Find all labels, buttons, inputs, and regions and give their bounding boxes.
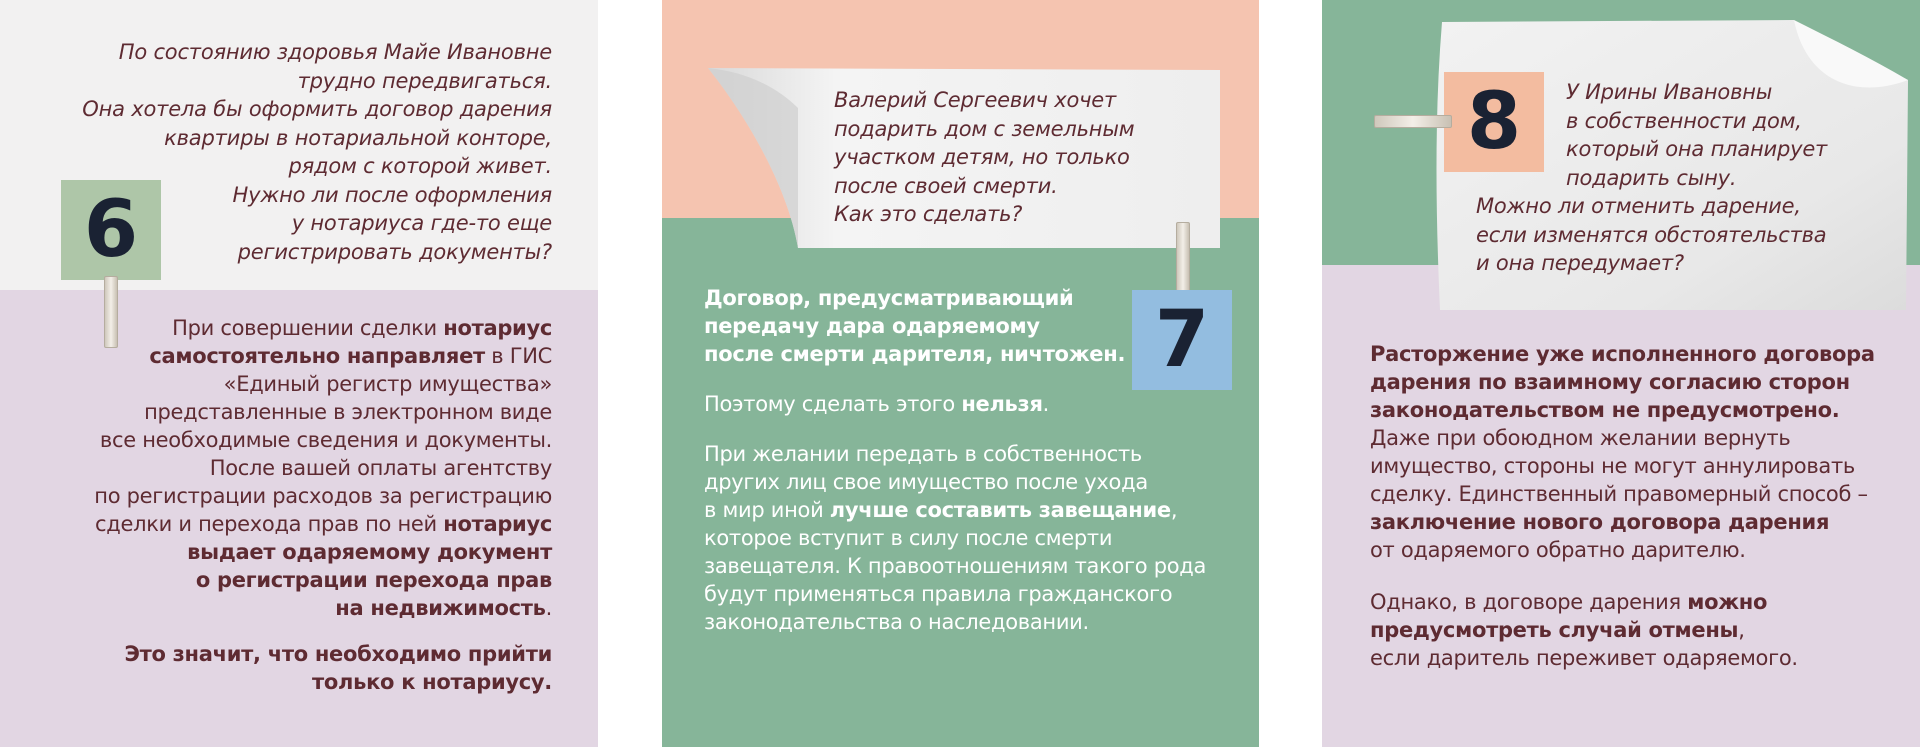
- answer-text: самостоятельно направляет: [149, 344, 485, 368]
- number-card-6: [61, 180, 161, 280]
- panel-8-question-bottom: [1476, 192, 1826, 278]
- answer-text: только к нотариусу.: [312, 670, 552, 694]
- answer-text: дарения по взаимному согласию сторон: [1370, 370, 1850, 394]
- question-line: подарить дом с земельным: [834, 116, 1135, 141]
- question-line: и она передумает?: [1476, 251, 1684, 275]
- answer-text: на недвижимость: [335, 596, 546, 620]
- answer-text: завещателя. К правоотношениям такого рода: [704, 554, 1207, 578]
- question-line: Как это сделать?: [834, 202, 1023, 226]
- answer-text: законодательства о наследовании.: [704, 610, 1089, 634]
- answer-text: лучше составить завещание: [829, 498, 1171, 522]
- question-line: трудно передвигаться.: [297, 68, 552, 93]
- answer-text: .: [1042, 392, 1050, 416]
- panel-8: [1322, 0, 1920, 747]
- answer-text: передачу дара одаряемому: [704, 314, 1040, 338]
- answer-text: о регистрации перехода прав: [195, 568, 552, 592]
- answer-text: после смерти дарителя, ничтожен.: [704, 342, 1126, 366]
- question-line: Валерий Сергеевич хочет: [834, 88, 1117, 112]
- clothespin-icon: [1374, 115, 1452, 128]
- question-line: в собственности дом,: [1566, 108, 1802, 133]
- answer-text: если даритель переживет одаряемого.: [1370, 646, 1798, 670]
- question-line: регистрировать документы?: [237, 239, 552, 264]
- question-line: квартиры в нотариальной конторе,: [164, 125, 552, 150]
- answer-text: будут применяться правила гражданского: [704, 582, 1173, 606]
- question-line: По состоянию здоровья Майе Ивановне: [118, 40, 552, 64]
- answer-text: законодательством не предусмотрено.: [1370, 398, 1840, 422]
- answer-text: нельзя: [961, 392, 1043, 416]
- answer-text: сделку. Единственный правомерный способ –: [1370, 482, 1868, 506]
- answer-text: Договор, предусматривающий: [704, 286, 1074, 310]
- answer-text: других лиц свое имущество после ухода: [704, 470, 1148, 494]
- panel-6: [0, 0, 598, 747]
- answer-text: Поэтому сделать этого: [704, 392, 962, 416]
- answer-text: предусмотреть случай отмены: [1370, 618, 1739, 642]
- question-line: после своей смерти.: [834, 173, 1058, 198]
- answer-text: в ГИС: [484, 344, 552, 368]
- answer-text: Однако, в договоре дарения: [1370, 590, 1688, 614]
- question-line: который она планирует: [1566, 137, 1828, 161]
- question-line: участком детям, но только: [834, 145, 1130, 169]
- answer-text: сделки и перехода прав по ней: [95, 512, 444, 536]
- question-line: Можно ли отменить дарение,: [1476, 194, 1801, 218]
- panel-7: [662, 0, 1259, 747]
- answer-text: ,: [1738, 618, 1745, 642]
- panel-8-question-top: [1566, 78, 1827, 192]
- answer-text: Расторжение уже исполненного договора: [1370, 342, 1875, 366]
- answer-text: в мир иной: [704, 498, 830, 522]
- answer-text: все необходимые сведения и документы.: [99, 428, 552, 452]
- number-label: 8: [1466, 77, 1522, 167]
- answer-text: нотариус: [443, 512, 552, 536]
- question-line: Нужно ли после оформления: [232, 182, 552, 207]
- answer-text: которое вступит в силу после смерти: [704, 526, 1113, 550]
- answer-text: .: [545, 596, 552, 620]
- answer-text: Это значит, что необходимо прийти: [124, 642, 552, 666]
- number-label: 6: [83, 185, 139, 275]
- question-line: У Ирины Ивановны: [1566, 80, 1773, 104]
- answer-text: «Единый регистр имущества»: [223, 372, 552, 396]
- answer-text: При совершении сделки: [172, 316, 444, 340]
- answer-text: по регистрации расходов за регистрацию: [94, 484, 552, 508]
- question-line: подарить сыну.: [1566, 165, 1737, 190]
- answer-text: выдает одаряемому документ: [187, 540, 552, 564]
- question-line: Она хотела бы оформить договор дарения: [82, 97, 552, 121]
- answer-text: от одаряемого обратно дарителю.: [1370, 538, 1746, 562]
- panel-7-question: [834, 86, 1134, 229]
- answer-text: имущество, стороны не могут аннулировать: [1370, 454, 1856, 478]
- answer-text: При желании передать в собственность: [704, 442, 1142, 466]
- answer-text: ,: [1170, 498, 1178, 522]
- question-line: если изменятся обстоятельства: [1476, 222, 1827, 247]
- question-line: у нотариуса где-то еще: [291, 211, 552, 235]
- answer-text: После вашей оплаты агентству: [209, 456, 552, 480]
- panel-6-answer: [94, 314, 552, 696]
- panel-7-answer: [704, 284, 1206, 636]
- number-label: 7: [1154, 295, 1210, 385]
- question-line: рядом с которой живет.: [288, 154, 552, 178]
- panel-8-answer: [1370, 340, 1875, 672]
- answer-text: Даже при обоюдном желании вернуть: [1370, 426, 1791, 450]
- answer-text: представленные в электронном виде: [144, 400, 552, 424]
- answer-text: заключение нового договора дарения: [1370, 510, 1830, 534]
- number-card-8: [1444, 72, 1544, 172]
- answer-text: можно: [1687, 590, 1768, 614]
- answer-text: нотариус: [443, 316, 552, 340]
